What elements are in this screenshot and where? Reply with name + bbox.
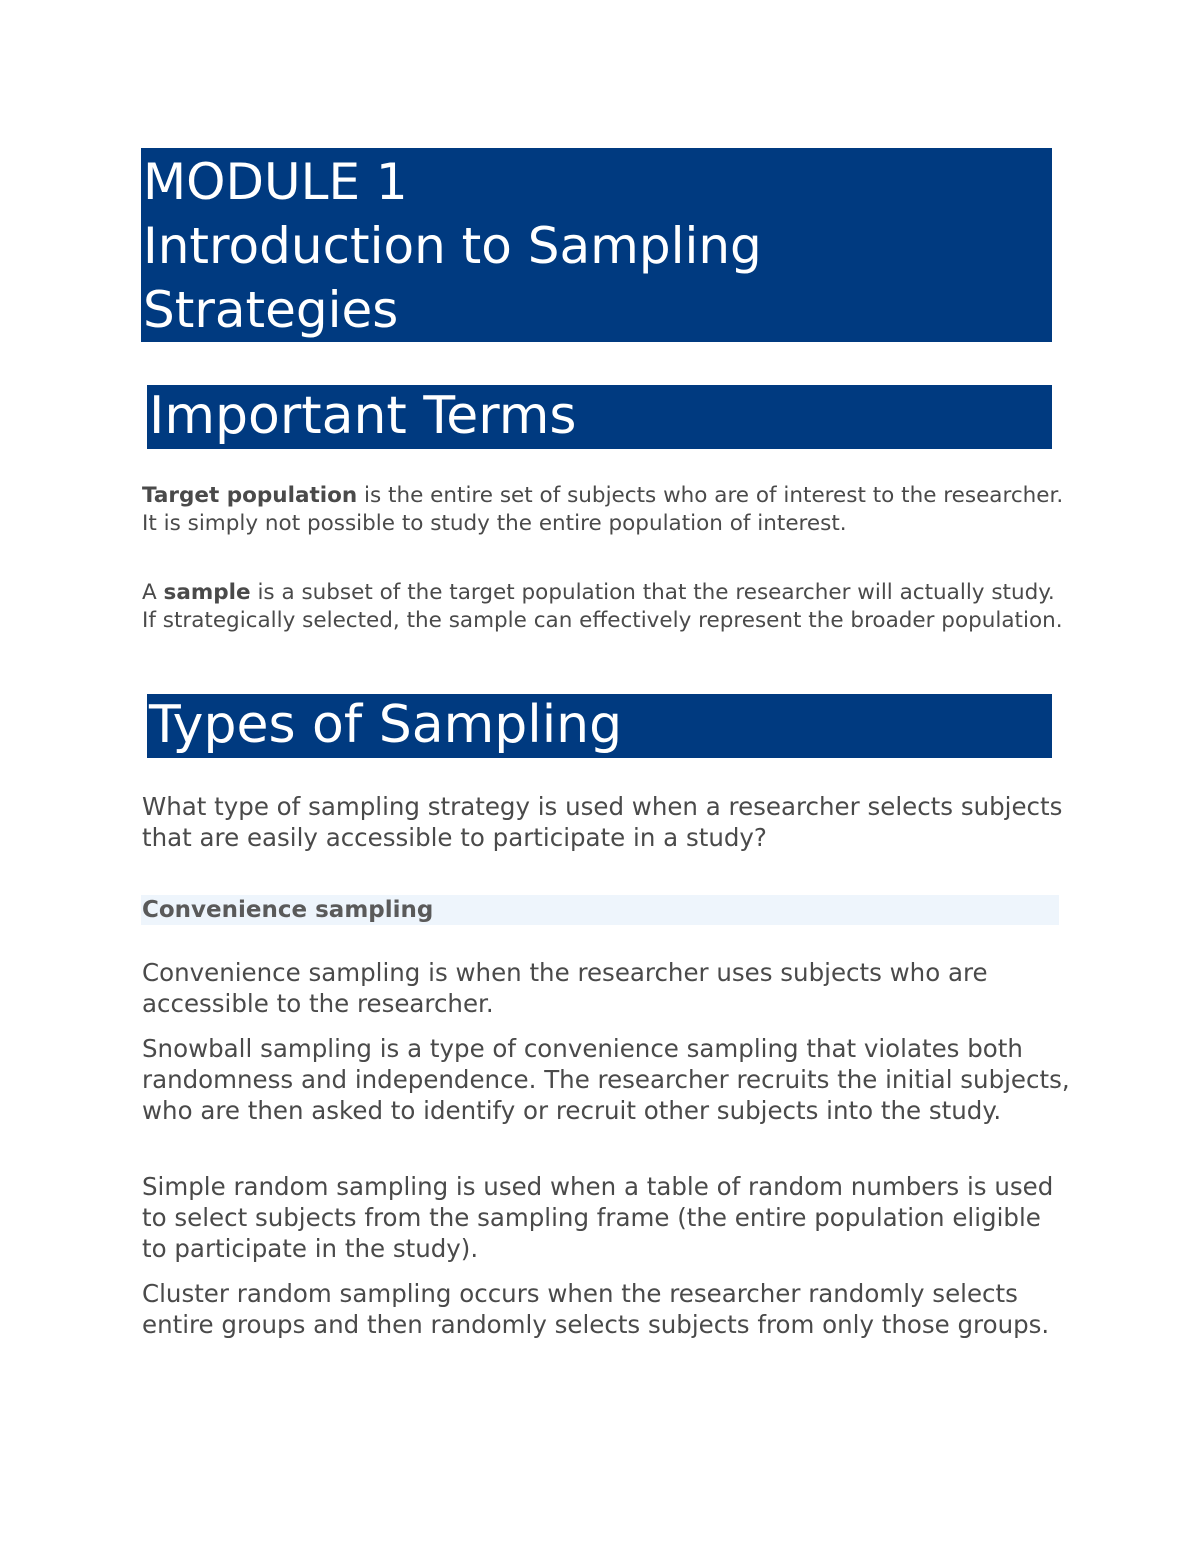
sample-paragraph bbox=[142, 579, 1072, 635]
snowball-sampling-paragraph: Snowball sampling is a type of convenience sampling that violates both randomness and independence. The researcher recruits the initial subjects, who are then asked to identify or recruit other subjects into the study. bbox=[142, 1034, 1070, 1125]
simple-random-sampling-paragraph: Simple random sampling is used when a table of random numbers is used to select subjects from the sampling frame (the entire population eligible to participate in the study). bbox=[142, 1172, 1054, 1263]
sample-definition: is a subset of the target population that the researcher will actually study. If strategically selected, the sample can effectively represent the broader population. bbox=[142, 580, 1063, 633]
types-of-sampling-heading: Types of Sampling bbox=[149, 695, 623, 755]
module-title-line-1: Introduction to Sampling bbox=[143, 217, 762, 275]
important-terms-banner bbox=[147, 385, 1052, 449]
sample-prefix: A bbox=[142, 580, 164, 605]
types-of-sampling-banner bbox=[147, 694, 1052, 758]
sample-term: sample bbox=[163, 580, 251, 605]
module-title-banner bbox=[141, 148, 1052, 342]
important-terms-heading: Important Terms bbox=[149, 386, 577, 446]
target-population-paragraph bbox=[142, 482, 1072, 538]
answer-heading: Convenience sampling bbox=[142, 897, 434, 923]
target-population-term: Target population bbox=[142, 483, 358, 508]
module-label: MODULE 1 bbox=[143, 153, 408, 211]
module-title-line-2: Strategies bbox=[143, 281, 399, 339]
convenience-sampling-paragraph: Convenience sampling is when the researcher uses subjects who are accessible to the researcher. bbox=[142, 958, 988, 1018]
cluster-random-sampling-paragraph: Cluster random sampling occurs when the researcher randomly selects entire groups and then randomly selects subjects from only those groups. bbox=[142, 1279, 1050, 1339]
target-population-definition: is the entire set of subjects who are of interest to the researcher. It is simply not possible to study the entire population of interest. bbox=[142, 483, 1064, 536]
question-paragraph: What type of sampling strategy is used when a researcher selects subjects that are easily accessible to participate in a study? bbox=[142, 792, 1063, 852]
